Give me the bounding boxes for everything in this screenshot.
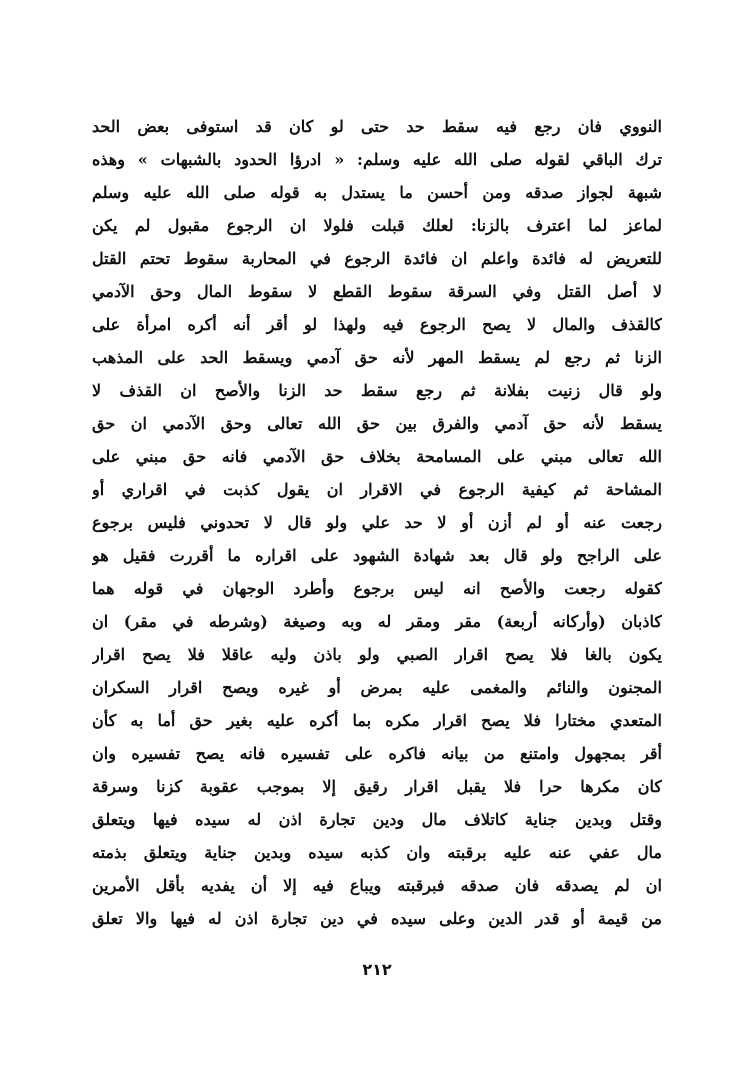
- text-line-20: أقر بمجهول وامتنع من بيانه فاكره على تفسيره فانه يصح تفسيره وان: [92, 744, 662, 763]
- text-line-22: وقتل وبدين جناية كاتلاف مال ودين تجارة اذن له سيده فيها ويتعلق: [92, 810, 662, 829]
- text-line-12: المشاحة ثم كيفية الرجوع في الاقرار ان يقول كذبت في اقراري أو: [92, 480, 662, 499]
- text-line-17: يكون بالغا فلا يصح اقرار الصبي ولو باذن وليه عاقلا فلا يصح اقرار: [92, 645, 662, 664]
- page-number: ٢١٢: [362, 960, 392, 979]
- text-line-15: كقوله رجعت والأصح انه ليس برجوع وأطرد الوجهان في قوله هما: [92, 579, 662, 598]
- text-line-19: المتعدي مختارا فلا يصح اقرار مكره بما أكره عليه بغير حق أما به كأن: [92, 711, 662, 730]
- text-line-7: كالقذف والمال لا يصح الرجوع فيه ولهذا لو أقر أنه أكره امرأة على: [92, 315, 662, 334]
- text-line-6: لا أصل القتل وفي السرقة سقوط القطع لا سقوط المال وحق الآدمي: [92, 282, 662, 301]
- text-line-10: يسقط لأنه حق آدمي والفرق بين حق الله تعالى وحق الآدمي ان حق: [92, 414, 662, 433]
- text-line-1: النووي فان رجع فيه سقط حد حتى لو كان قد استوفى بعض الحد: [92, 117, 662, 136]
- text-line-3: شبهة لجواز صدقه ومن أحسن ما يستدل به قوله صلى الله عليه وسلم: [92, 183, 662, 202]
- text-line-8: الزنا ثم رجع لم يسقط المهر لأنه حق آدمي ويسقط الحد على المذهب: [92, 348, 662, 367]
- text-line-13: رجعت عنه أو لم أزن أو لا حد علي ولو قال لا تحدوني فليس برجوع: [92, 513, 662, 532]
- text-line-24: ان لم يصدقه فان صدقه فبرقبته ويباع فيه إلا أن يفديه بأقل الأمرين: [92, 876, 662, 895]
- text-line-21: كان مكرها حرا فلا يقبل اقرار رقيق إلا بموجب عقوبة كزنا وسرقة: [92, 777, 662, 796]
- text-line-2: ترك الباقي لقوله صلى الله عليه وسلم: « ادرؤا الحدود بالشبهات » وهذه: [92, 150, 662, 169]
- text-line-4: لماعز لما اعترف بالزنا: لعلك قبلت فلولا ان الرجوع مقبول لم يكن: [92, 216, 662, 235]
- text-line-9: ولو قال زنيت بفلانة ثم رجع سقط حد الزنا والأصح ان القذف لا: [92, 381, 662, 400]
- text-line-25: من قيمة أو قدر الدين وعلى سيده في دين تجارة اذن له فيها والا تعلق: [92, 909, 662, 928]
- text-line-18: المجنون والنائم والمغمى عليه بمرض أو غيره ويصح اقرار السكران: [92, 678, 662, 697]
- text-line-11: الله تعالى مبني على المسامحة بخلاف حق الآدمي فانه حق مبني على: [92, 447, 662, 466]
- text-line-14: على الراجح ولو قال بعد شهادة الشهود على اقراره ما أقررت فقيل هو: [92, 546, 662, 565]
- text-line-23: مال عفي عنه عليه برقبته وان كذبه سيده وبدين جناية ويتعلق بذمته: [92, 843, 662, 862]
- text-line-5: للتعريض له فائدة واعلم ان فائدة الرجوع في المحاربة سقوط تحتم القتل: [92, 249, 662, 268]
- body-text: [92, 110, 662, 935]
- text-line-16: كاذبان (وأركانه أربعة) مقر ومقر له وبه وصيغة (وشرطه في مقر) ان: [92, 612, 662, 631]
